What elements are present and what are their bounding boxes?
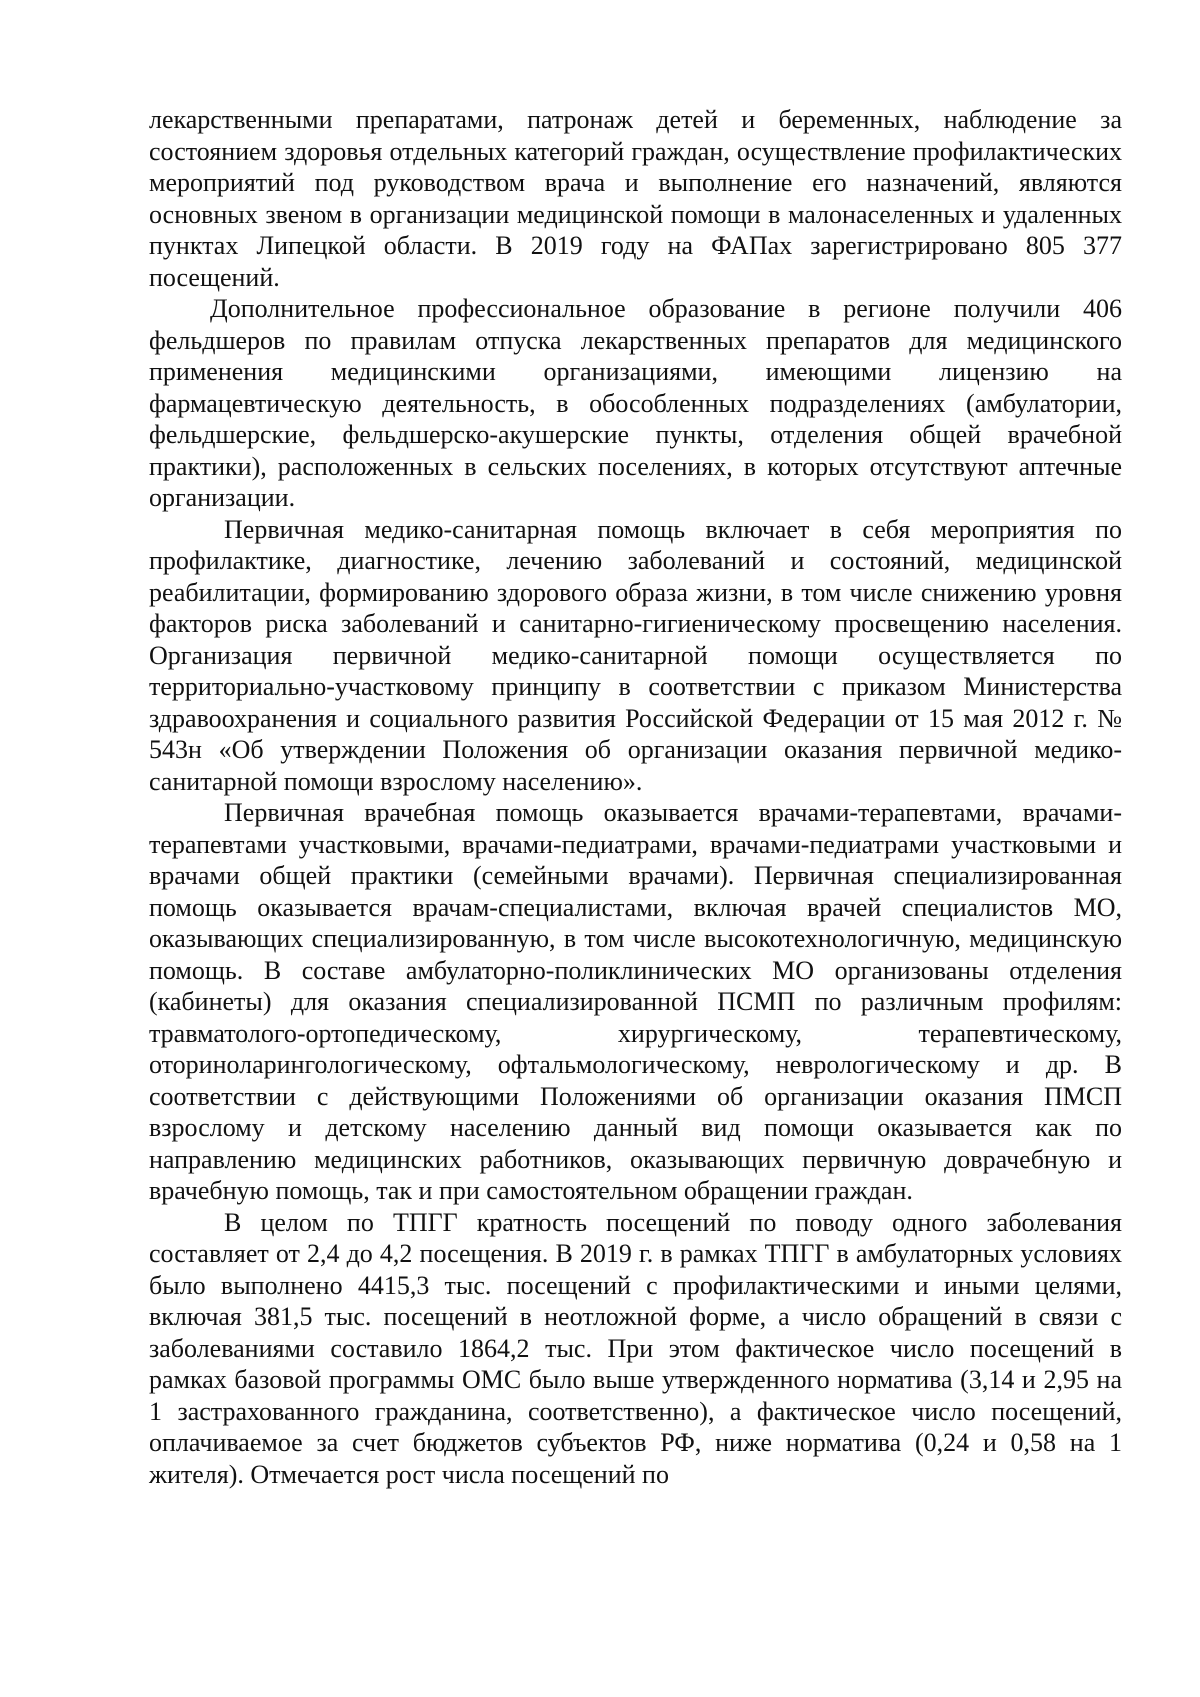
paragraph-3: Первичная медико-санитарная помощь включает в себя мероприятия по профилактике, диагностике, лечению заболеваний и состояний, медицинской реабилитации, формированию здорового образа жизни, в том числе снижению уровня факторов риска заболеваний и санитарно-гигиеническому просвещению населения. Организация первичной медико-санитарной помощи осуществляется по территориально-участковому принципу в соответствии с приказом Министерства здравоохранения и социального развития Российской Федерации от 15 мая 2012 г. № 543н «Об утверждении Положения об организации оказания первичной медико-санитарной помощи взрослому населению». — [149, 514, 1122, 796]
paragraph-1: лекарственными препаратами, патронаж детей и беременных, наблюдение за состоянием здоровья отдельных категорий граждан, осуществление профилактических мероприятий под руководством врача и выполнение его назначений, являются основных звеном в организации медицинской помощи в малонаселенных и удаленных пунктах Липецкой области. В 2019 году на ФАПах зарегистрировано 805 377 посещений. — [149, 105, 1122, 292]
paragraph-2: Дополнительное профессиональное образование в регионе получили 406 фельдшеров по правилам отпуска лекарственных препаратов для медицинского применения медицинскими организациями, имеющими лицензию на фармацевтическую деятельность, в обособленных подразделениях (амбулатории, фельдшерские, фельдшерско-акушерские пункты, отделения общей врачебной практики), расположенных в сельских поселениях, в которых отсутствуют аптечные организации. — [149, 294, 1122, 512]
paragraph-4: Первичная врачебная помощь оказывается врачами-терапевтами, врачами-терапевтами участковыми, врачами-педиатрами, врачами-педиатрами участковыми и врачами общей практики (семейными врачами). Первичная специализированная помощь оказывается врачам-специалистами, включая врачей специалистов МО, оказывающих специализированную, в том числе высокотехнологичную, медицинскую помощь. В составе амбулаторно-поликлинических МО организованы отделения (кабинеты) для оказания специализированной ПСМП по различным профилям: травматолого-ортопедическому, хирургическому, терапевтическому, оториноларингологическому, офтальмологическому, неврологическому и др. В соответствии с действующими Положениями об организации оказания ПМСП взрослому и детскому населению данный вид помощи оказывается как по направлению медицинских работников, оказывающих первичную доврачебную и врачебную помощь, так и при самостоятельном обращении граждан. — [149, 798, 1122, 1205]
document-page — [149, 104, 1122, 1490]
paragraph-5: В целом по ТПГГ кратность посещений по поводу одного заболевания составляет от 2,4 до 4,2 посещения. В 2019 г. в рамках ТПГГ в амбулаторных условиях было выполнено 4415,3 тыс. посещений с профилактическими и иными целями, включая 381,5 тыс. посещений в неотложной форме, а число обращений в связи с заболеваниями составило 1864,2 тыс. При этом фактическое число посещений в рамках базовой программы ОМС было выше утвержденного норматива (3,14 и 2,95 на 1 застрахованного гражданина, соответственно), а фактическое число посещений, оплачиваемое за счет бюджетов субъектов РФ, ниже норматива (0,24 и 0,58 на 1 жителя). Отмечается рост числа посещений по — [149, 1207, 1122, 1489]
